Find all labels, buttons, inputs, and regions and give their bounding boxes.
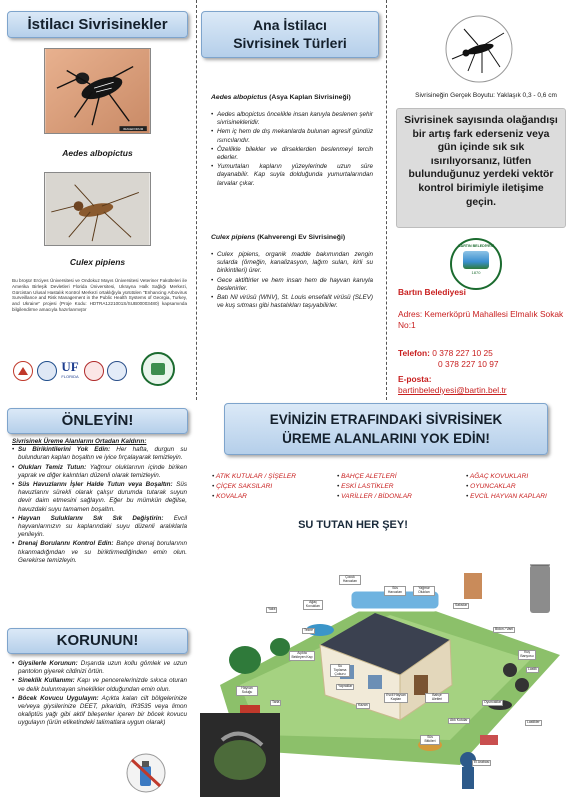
left-panel-title: İstilacı Sivrisinekler — [7, 11, 188, 38]
bartin-municipality-logo — [450, 238, 502, 290]
habitat-column-2 — [337, 472, 459, 502]
aedes-point: • Aedes albopictus öncelikle insan kanıyla beslenen şehir sivrisinekleridir. — [211, 111, 373, 127]
illustration-label: Atık Kutular — [450, 718, 468, 722]
illustration-label: Oyuncaklar — [484, 700, 502, 704]
address: Adres: Kemerköprü Mahallesi Elmalık Sokak No:1 — [398, 309, 564, 330]
illustration-label: Su Toplama Çukuru — [330, 664, 350, 677]
phone-2[interactable]: 0 378 227 10 97 — [438, 359, 499, 369]
illustration-label: Yakıt — [268, 607, 276, 611]
contact-callout: Sivrisinek sayısında olağandışı bir artış fark ederseniz veya gün içinde sık sık ısırılıyorsanız, lütfen bulunduğunuz yerdeki vektör kontrol birimiyle iletişime geçin. — [396, 108, 566, 228]
illustration-label: Saksılar — [455, 603, 468, 607]
illustration-label: Lastik — [528, 667, 537, 671]
prevent-title: ÖNLEYİN! — [7, 408, 188, 434]
aedes-caption: Aedes albopictus — [62, 148, 133, 158]
illustration-label: Ağaç Kovukları — [303, 600, 323, 610]
illustration-label: Yapraklar — [338, 684, 353, 688]
aedes-point: • Yumurtaları kapların yüzeylerinde uzun süre dayanabilir. Kap suyla dolduğunda yumurtalarından larvalar çıkar. — [211, 163, 373, 188]
habitat-item: • OYUNCAKLAR — [466, 482, 574, 492]
email-label: E-posta: — [398, 374, 432, 384]
protect-item: • Böcek Kovucu Uygulayın: Açıkta kalan cilt bölgelerinize ve/veya giysilerinize DEET, pikaridin, IR3535 veya limon okaliptüs yağı gibi aktif bileşenler içeren bir böcek kovucu uygulayın (ürün etiketindeki talimatlara uygun olarak) — [12, 695, 187, 728]
illustration-label: Süs Havuzları — [384, 586, 406, 596]
illustration-label: Tekne — [304, 628, 314, 632]
aedes-section — [211, 94, 373, 189]
culex-point: • Culex pipiens, organik madde bakımından zengin sularda (örneğin, kanalizasyon, lağım suları, kirli su birikintileri) ürer. — [211, 251, 373, 276]
habitat-item: • BAHÇE ALETLERİ — [337, 472, 459, 482]
illustration-label: Kazan — [358, 703, 368, 707]
illustration-label: Tarla — [272, 700, 280, 704]
illustration-label: Süs Bitkileri — [420, 735, 440, 745]
culex-points — [211, 251, 373, 310]
prevent-item: • Hayvan Suluklarını Sık Sık Değiştirin: Evcil hayvanlarınızın su kaplarındaki suyu düzenli aralıklarla yenileyin. — [12, 515, 187, 540]
uf-logo-text: UF — [61, 359, 79, 374]
aedes-point: • Özellikle bilekler ve dirseklerden beslenmeyi tercih ederler. — [211, 146, 373, 162]
protect-item: • Giysilerle Korunun: Dışarıda uzun kollu gömlek ve uzun pantolon giyerek cildinizi örtün. — [12, 660, 187, 676]
habitat-item: • VARİLLER / BİDONLAR — [337, 492, 459, 502]
middle-panel-title — [201, 11, 379, 58]
prevent-subtitle: Sivrisinek Üreme Alanlarını Ortadan Kaldırın: — [12, 438, 147, 445]
prevent-item: • Olukları Temiz Tutun: Yağmur oluklarının içinde biriken yaprak ve diğer kalıntıları düzenli olarak temizleyin. — [12, 464, 187, 480]
middle-title-line1: Ana İstilacı — [253, 17, 327, 33]
size-note: Sivrisineğin Gerçek Boyutu: Yaklaşık 0,3 - 0,6 cm — [415, 92, 557, 99]
illustration-label: Hayvan Suluğu — [236, 686, 258, 696]
uf-logo-sub: FLORIDA — [61, 374, 79, 379]
habitats-title-line2: ÜREME ALANLARINI YOK EDİN! — [282, 431, 490, 446]
water-heading: SU TUTAN HER ŞEY! — [298, 519, 408, 531]
habitat-item: • ÇİÇEK SAKSILARI — [212, 482, 332, 492]
illustration-label: Lastikler — [527, 720, 540, 724]
uf-logo — [59, 360, 81, 382]
protect-item: • Sineklik Kullanımı: Kapı ve pencerelerinizde sıkıca oturan ve delik bulunmayan sineklikler olduğundan emin olun. — [12, 677, 187, 693]
university-logo-2 — [37, 361, 57, 381]
culex-section — [211, 234, 373, 311]
university-logo-5 — [107, 361, 127, 381]
email-link[interactable]: bartinbelediyesi@bartin.bel.tr — [398, 385, 507, 395]
culex-heading: Culex pipiens (Kahverengi Ev Sivrisineği) — [211, 234, 346, 241]
mosquito-icon — [444, 15, 514, 83]
habitat-item: • EVCİL HAYVAN KAPLARI — [466, 492, 574, 502]
habitat-item: • KOVALAR — [212, 492, 332, 502]
aedes-points — [211, 111, 373, 188]
illustration-label: Açıkta Bekleyen Kap — [289, 651, 315, 661]
prevent-item: • Drenaj Borularını Kontrol Edin: Bahçe drenaj borularının tıkanmadığından ve su biriktirmediğinden emin olun. Gerekirse temizleyin. — [12, 540, 187, 565]
university-logo-4 — [84, 361, 104, 381]
protect-list — [12, 660, 187, 728]
illustration-label: El Arabası — [474, 760, 490, 764]
prevent-item: • Süs Havuzlarını İşler Halde Tutun veya Boşaltın: Süs havuzlarını sürekli olarak çalışır durumda tutarak suyun devir daim etmesini sağlayın. Eğer bu mümkün değilse, havuzdaki suyu tamamen boşaltın. — [12, 481, 187, 514]
illustration-label: Yağmur Olukları — [413, 586, 435, 596]
repellent-icon — [124, 752, 168, 794]
prevent-item: • Su Birikintilerini Yok Edin: Her hafta, durgun su bulunduran kapları boşaltın ve iyice fırçalayarak temizleyin. — [12, 446, 187, 462]
habitats-title — [224, 403, 548, 455]
illustration-label: Kuş Banyosu — [518, 650, 536, 660]
illustration-label: Çocuk Havuzları — [339, 575, 361, 585]
habitats-title-line1: EVİNİZİN ETRAFINDAKİ SİVRİSİNEK — [269, 412, 503, 427]
municipality-seal-small — [141, 352, 175, 386]
protect-section — [12, 660, 187, 729]
culex-point: • Gece aktiftirler ve hem insan hem de hayvan kanıyla beslenirler. — [211, 277, 373, 293]
habitat-item: • AĞAÇ KOVUKLARI — [466, 472, 574, 482]
illustration-label: Bahçe Aletleri — [425, 693, 449, 703]
logo-top-text: BARTIN BELEDİYESİ — [458, 244, 494, 248]
logo-year: 1870 — [471, 270, 481, 275]
municipality-name: Bartın Belediyesi — [398, 287, 466, 297]
phone-block — [398, 348, 570, 370]
aedes-point: • Hem iç hem de dış mekanlarda bulunan agresif gündüz ısırıcılarıdır. — [211, 128, 373, 144]
protect-title: KORUNUN! — [7, 628, 188, 654]
prevent-section — [12, 438, 187, 566]
habitat-item: • ATIK KUTULAR / ŞİŞELER — [212, 472, 332, 482]
habitat-column-3 — [466, 472, 574, 502]
aedes-heading: Aedes albopictus (Asya Kaplan Sivrisineği) — [211, 94, 351, 101]
house-illustration — [200, 535, 576, 797]
project-description: Bu broşür Erciyes Üniversitesi ve Ondokuz Mayıs Üniversitesi Veteriner Fakülteleri ile Amerika Birleşik Devletleri Florida Üniversitesi, Ukrayna Halk Sağlığı Merkezi, Gürcistan Ulusal Hastalık Kontrol Merkezi ortaklığıyla yürütülen "Enhancing Arbovirus Surveillance and Risk Management in the Public Health Systems of Georgia, Turkey, and Ukraine" projesi (Proje Kodu: HDTRA1221001S/SUB00003480) kapsamında bilgilendirme amacıyla hazırlanmıştır — [12, 278, 187, 312]
culex-photo — [44, 172, 151, 246]
culex-caption: Culex pipiens — [69, 257, 126, 267]
aedes-photo — [44, 48, 151, 134]
illustration-label: Bidon / Varil — [495, 627, 514, 631]
phone-1[interactable]: 0 378 227 10 25 — [432, 348, 493, 358]
university-logo-1 — [13, 361, 33, 381]
phone-label: Telefon: — [398, 348, 430, 358]
illustration-label: Evcil Hayvan Kapları — [384, 693, 408, 703]
prevent-list — [12, 446, 187, 565]
habitat-column-1 — [212, 472, 332, 502]
svg-text:IMAGEFORUM: IMAGEFORUM — [123, 127, 144, 132]
culex-point: • Batı Nil virüsü (WNV), St. Louis ensefalit virüsü (SLEV) ve kuş sıtması gibi hastalıkları taşıyabilirler. — [211, 294, 373, 310]
habitat-item: • ESKİ LASTİKLER — [337, 482, 459, 492]
middle-title-line2: Sivrisinek Türleri — [233, 35, 347, 51]
